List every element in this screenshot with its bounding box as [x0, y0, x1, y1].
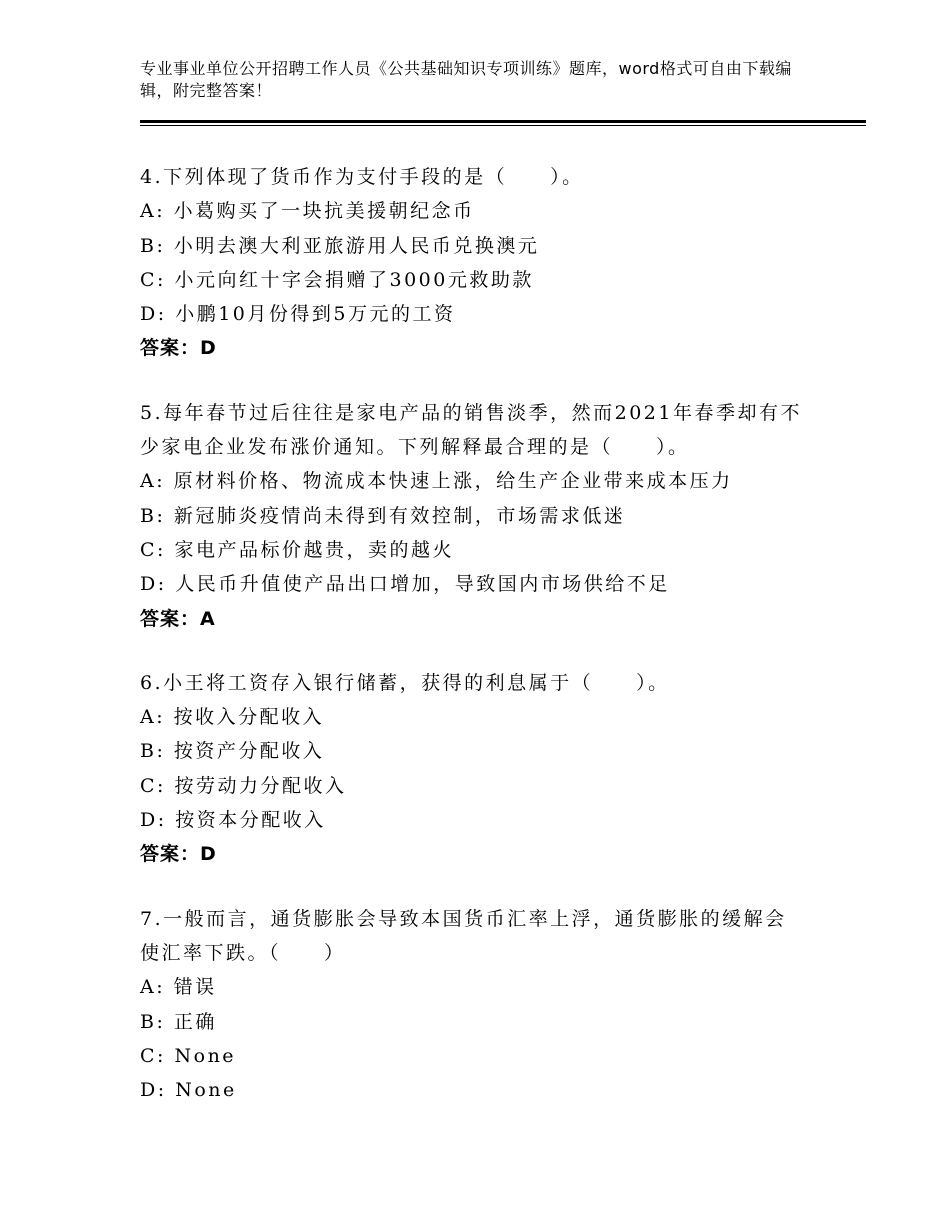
option-a [140, 464, 820, 498]
option-text: 正确 [173, 1010, 217, 1033]
question-stem: 6.小王将工资存入银行储蓄，获得的利息属于（ ）。 [140, 671, 670, 694]
option-b [140, 1005, 820, 1039]
question-4 [140, 160, 820, 366]
option-d [140, 1073, 820, 1107]
option-key: A: [140, 200, 166, 223]
option-text: 新冠肺炎疫情尚未得到有效控制，市场需求低迷 [173, 504, 626, 527]
option-text: 按资产分配收入 [173, 740, 325, 763]
question-5 [140, 396, 820, 636]
answer-label: 答案：D [140, 337, 217, 360]
option-a [140, 970, 820, 1004]
option-c [140, 263, 820, 297]
option-key: B: [140, 234, 166, 257]
option-text: 按资本分配收入 [175, 809, 326, 832]
option-b [140, 734, 820, 768]
answer-label: 答案：A [140, 607, 216, 630]
option-text: 小元向红十字会捐赠了3000元救助款 [174, 268, 534, 291]
option-text: 原材料价格、物流成本快速上涨，给生产企业带来成本压力 [173, 470, 733, 493]
option-d [140, 567, 820, 601]
question-stem-line-1: 7.一般而言，通货膨胀会导致本国货币汇率上浮，通货膨胀的缓解会 [140, 907, 787, 930]
document-header: 专业事业单位公开招聘工作人员《公共基础知识专项训练》题库，word格式可自由下载编辑，附完整答案！ [140, 59, 792, 100]
answer-label: 答案：D [140, 843, 217, 866]
option-a [140, 194, 820, 228]
option-d [140, 803, 820, 837]
question-list [140, 160, 820, 1137]
option-text: 小明去澳大利亚旅游用人民币兑换澳元 [173, 234, 540, 257]
option-b [140, 229, 820, 263]
option-key: C: [140, 1044, 166, 1067]
question-stem-line-1: 5.每年春节过后往往是家电产品的销售淡季，然而2021年春季却有不 [140, 401, 802, 424]
question-stem: 4.下列体现了货币作为支付手段的是（ ）。 [140, 166, 584, 188]
option-key: A: [140, 470, 166, 493]
question-stem-line-2: 使汇率下跌。（ ） [140, 941, 346, 964]
option-d [140, 297, 820, 331]
header-divider-thin [140, 125, 866, 126]
question-7 [140, 902, 820, 1108]
option-key: C: [140, 538, 166, 561]
option-key: A: [140, 706, 166, 729]
header-divider-thick [140, 120, 866, 123]
option-key: C: [140, 774, 166, 797]
option-key: B: [140, 1010, 166, 1033]
option-b [140, 499, 820, 533]
option-key: D: [140, 809, 167, 832]
option-text: 家电产品标价越贵，卖的越火 [174, 538, 455, 561]
option-c [140, 769, 820, 803]
option-text: 小葛购买了一块抗美援朝纪念币 [173, 200, 475, 223]
option-text: 按劳动力分配收入 [174, 774, 347, 797]
option-key: D: [140, 573, 167, 596]
option-c [140, 533, 820, 567]
option-c [140, 1039, 820, 1073]
option-text: None [174, 1044, 237, 1067]
option-text: 小鹏10月份得到5万元的工资 [175, 303, 456, 326]
option-key: C: [140, 268, 166, 291]
option-key: B: [140, 504, 166, 527]
option-text: None [175, 1079, 237, 1102]
option-text: 人民币升值使产品出口增加，导致国内市场供给不足 [175, 573, 670, 596]
option-text: 按收入分配收入 [173, 706, 325, 729]
option-key: D: [140, 1079, 167, 1102]
option-key: A: [140, 976, 166, 999]
option-text: 错误 [173, 976, 217, 999]
question-stem-line-2: 少家电企业发布涨价通知。下列解释最合理的是（ ）。 [140, 436, 690, 459]
option-key: D: [140, 303, 167, 326]
option-a [140, 700, 820, 734]
option-key: B: [140, 740, 166, 763]
question-6 [140, 666, 820, 872]
